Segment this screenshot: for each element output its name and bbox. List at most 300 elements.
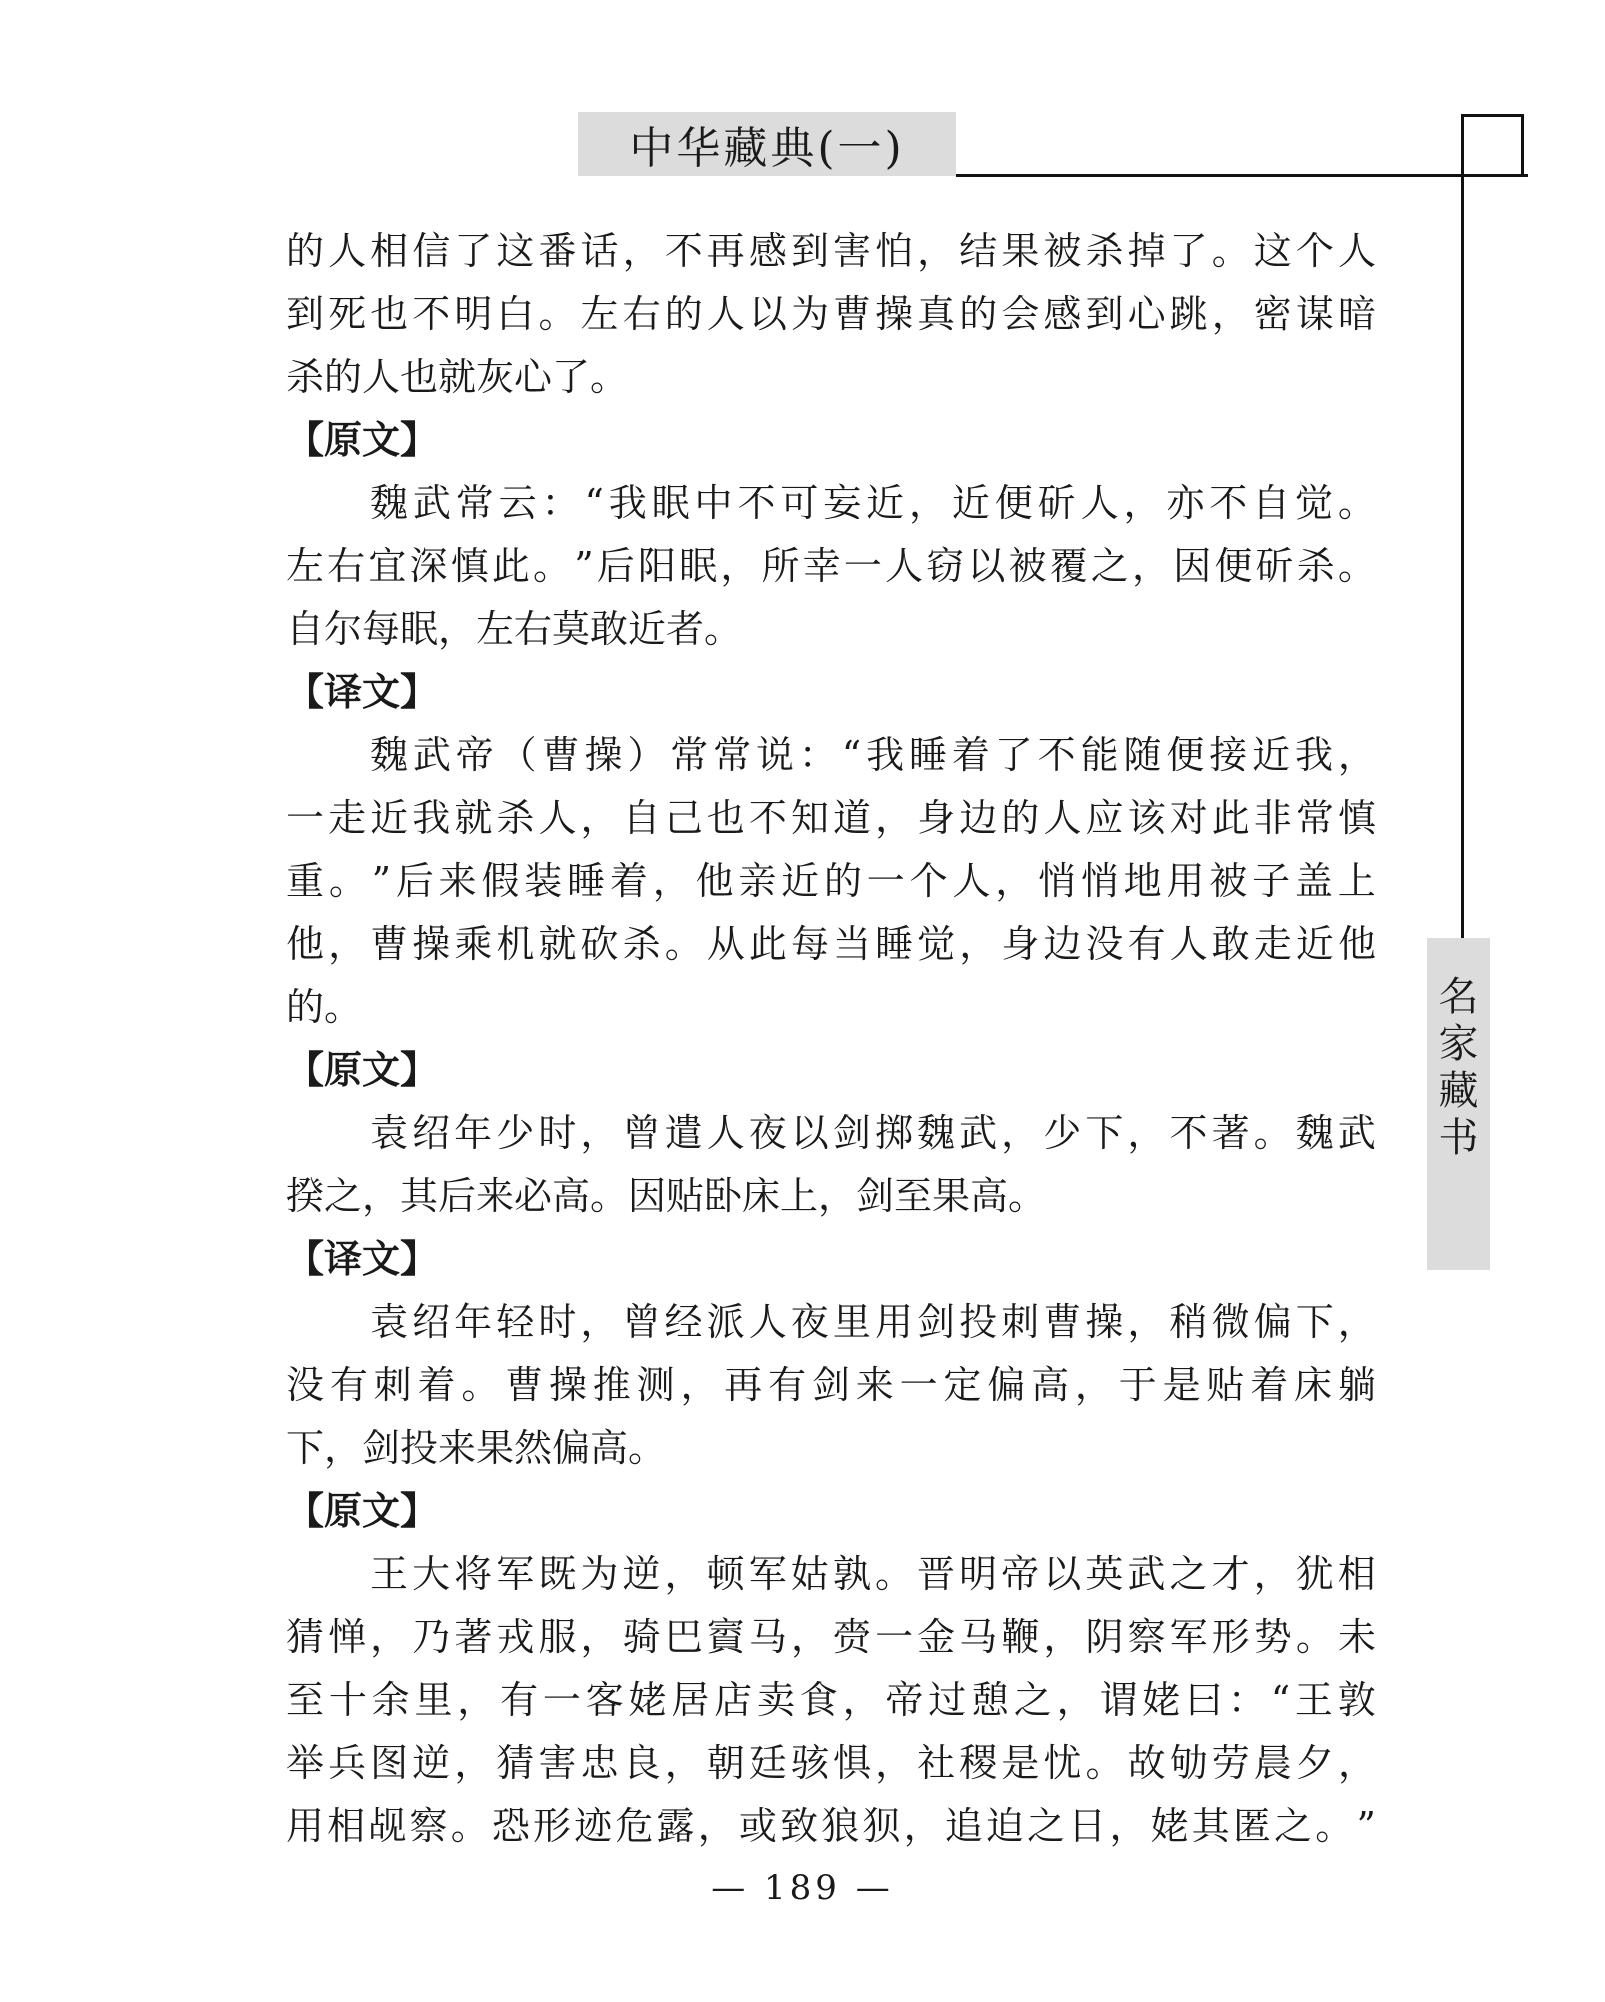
glyph: 日: [1068, 1804, 1107, 1848]
glyph: 睡: [909, 733, 948, 777]
glyph: 稷: [959, 1741, 998, 1785]
text-line: 的。: [286, 985, 363, 1029]
glyph: 白: [496, 292, 535, 336]
glyph: 边: [959, 796, 998, 840]
section-heading-original: 【原文】: [286, 1048, 439, 1092]
glyph: 武: [412, 733, 451, 777]
glyph: 之: [1169, 1552, 1208, 1596]
glyph: 兵: [328, 1741, 367, 1785]
glyph: ，: [1337, 1300, 1376, 1344]
glyph: 偏: [1253, 1300, 1292, 1344]
glyph: 马: [959, 1615, 998, 1659]
glyph: 察: [1127, 1615, 1166, 1659]
glyph: 掷: [874, 1111, 913, 1155]
glyph: 一: [286, 796, 325, 840]
glyph: 敦: [1337, 1678, 1376, 1722]
glyph: 可: [780, 481, 819, 525]
glyph: 慎: [450, 544, 489, 588]
glyph: 曾: [622, 1300, 661, 1344]
glyph: ，: [457, 1678, 496, 1722]
glyph: 这: [496, 229, 535, 273]
glyph: 近: [1252, 733, 1291, 777]
glyph: ，: [1127, 1300, 1166, 1344]
glyph: 右: [327, 544, 366, 588]
glyph: 派: [706, 1300, 745, 1344]
glyph: 晨: [1253, 1741, 1292, 1785]
glyph: ，: [909, 481, 948, 525]
text-line: [286, 850, 1376, 913]
glyph: 。: [1295, 1615, 1334, 1659]
glyph: 觉: [1295, 481, 1334, 525]
glyph: 亲: [738, 859, 777, 903]
glyph: 狈: [862, 1804, 901, 1848]
glyph: 斫: [1037, 481, 1076, 525]
glyph: 杀: [496, 796, 535, 840]
glyph: 致: [780, 1804, 819, 1848]
glyph: ，: [875, 1741, 914, 1785]
glyph: 随: [1123, 733, 1162, 777]
glyph: ，: [959, 922, 998, 966]
glyph: 非: [1253, 796, 1292, 840]
glyph: 贴: [1206, 1363, 1245, 1407]
glyph: 乘: [454, 922, 493, 966]
glyph: 重: [286, 859, 325, 903]
glyph: 眠: [651, 481, 690, 525]
text-line: [286, 1354, 1376, 1417]
glyph: 曹: [505, 1363, 544, 1407]
glyph: 英: [1085, 1552, 1124, 1596]
text-line: [286, 472, 1376, 535]
glyph: 就: [538, 922, 577, 966]
glyph: 曰: [1185, 1678, 1224, 1722]
glyph: 便: [1214, 544, 1253, 588]
glyph: 。: [1337, 544, 1376, 588]
glyph: 是: [1162, 1363, 1201, 1407]
glyph: 迹: [574, 1804, 613, 1848]
glyph: 的: [664, 292, 703, 336]
glyph: 不: [412, 292, 451, 336]
glyph: 遣: [664, 1111, 703, 1155]
glyph: ，: [664, 1741, 703, 1785]
glyph: 居: [671, 1678, 710, 1722]
glyph: 以: [748, 292, 787, 336]
glyph: 至: [286, 1678, 325, 1722]
glyph: 再: [706, 229, 745, 273]
glyph: 幸: [802, 544, 841, 588]
glyph: 劬: [1169, 1741, 1208, 1785]
glyph: ”: [371, 859, 392, 903]
glyph: 果: [1001, 229, 1040, 273]
glyph: 少: [496, 1111, 535, 1155]
glyph: 人: [706, 1111, 745, 1155]
glyph: 逆: [412, 1741, 451, 1785]
glyph: 能: [1080, 733, 1119, 777]
glyph: 常: [1295, 796, 1334, 840]
glyph: ，: [1211, 292, 1250, 336]
glyph: ，: [995, 859, 1034, 903]
glyph: 我: [866, 733, 905, 777]
glyph: 怕: [875, 229, 914, 273]
glyph: 为: [580, 1552, 619, 1596]
glyph: 边: [1043, 922, 1082, 966]
glyph: 。: [874, 1552, 913, 1596]
glyph: 操: [548, 1363, 587, 1407]
glyph: ”: [574, 544, 594, 588]
glyph: 著: [1211, 1111, 1250, 1155]
glyph: ，: [580, 1111, 619, 1155]
glyph: ”: [1356, 1804, 1376, 1848]
glyph: ，: [1127, 1111, 1166, 1155]
glyph: 用: [286, 1804, 325, 1848]
glyph: 危: [615, 1804, 654, 1848]
glyph: 也: [706, 796, 745, 840]
glyph: 之: [1090, 544, 1129, 588]
glyph: 他: [695, 859, 734, 903]
glyph: 劳: [1211, 1741, 1250, 1785]
glyph: 睡: [567, 859, 606, 903]
glyph: 以: [790, 1111, 829, 1155]
glyph: 犹: [1295, 1552, 1334, 1596]
glyph: 赍: [833, 1615, 872, 1659]
glyph: “: [584, 481, 604, 525]
glyph: ：: [798, 733, 837, 777]
glyph: 曹: [370, 922, 409, 966]
glyph: 知: [790, 796, 829, 840]
glyph: “: [841, 733, 862, 777]
glyph: 操: [875, 292, 914, 336]
glyph: 军: [1169, 1615, 1208, 1659]
glyph: 一: [542, 1678, 581, 1722]
text-line: [286, 1795, 1376, 1858]
glyph: 绍: [412, 1300, 451, 1344]
glyph: 相: [370, 229, 409, 273]
glyph: 装: [524, 859, 563, 903]
glyph: 砍: [580, 922, 619, 966]
glyph: 身: [917, 796, 956, 840]
glyph: 相: [1337, 1552, 1376, 1596]
glyph: 所: [761, 544, 800, 588]
glyph: 每: [790, 922, 829, 966]
glyph: 绍: [412, 1111, 451, 1155]
glyph: 追: [944, 1804, 983, 1848]
glyph: 鞭: [1001, 1615, 1040, 1659]
glyph: 慎: [1337, 796, 1376, 840]
glyph: 谋: [1295, 292, 1334, 336]
glyph: 于: [1118, 1363, 1157, 1407]
glyph: 常: [713, 733, 752, 777]
glyph: 袁: [370, 1111, 409, 1155]
glyph: 人: [885, 544, 924, 588]
glyph: 迫: [985, 1804, 1024, 1848]
glyph: 魏: [1295, 1111, 1334, 1155]
header-rule: [956, 174, 1528, 177]
glyph: 之: [1013, 1678, 1052, 1722]
glyph: 到: [790, 229, 829, 273]
glyph: ，: [875, 796, 914, 840]
page-body: [286, 220, 1376, 1858]
glyph: 敢: [1211, 922, 1250, 966]
section-heading-original: 【原文】: [286, 1489, 439, 1533]
glyph: 将: [454, 1552, 493, 1596]
glyph: 自: [1252, 481, 1291, 525]
glyph: 用: [1166, 859, 1205, 903]
glyph: 己: [664, 796, 703, 840]
glyph: 帝: [885, 1678, 924, 1722]
glyph: 他: [286, 922, 325, 966]
glyph: 惧: [833, 1741, 872, 1785]
glyph: 卖: [756, 1678, 795, 1722]
glyph: 廷: [748, 1741, 787, 1785]
glyph: ：: [541, 481, 580, 525]
glyph: 心: [1127, 292, 1166, 336]
glyph: 有: [500, 1678, 539, 1722]
glyph: ，: [652, 859, 691, 903]
glyph: 曹: [1043, 1300, 1082, 1344]
glyph: 跳: [1169, 292, 1208, 336]
glyph: 我: [608, 481, 647, 525]
text-line: [286, 1102, 1376, 1165]
glyph: ，: [580, 1615, 619, 1659]
glyph: 狼: [821, 1804, 860, 1848]
glyph: 云: [498, 481, 537, 525]
glyph: 相: [327, 1804, 366, 1848]
glyph: ：: [1227, 1678, 1266, 1722]
glyph: 操: [584, 733, 623, 777]
glyph: 了: [1169, 229, 1208, 273]
glyph: ，: [720, 544, 759, 588]
glyph: 便: [1166, 733, 1205, 777]
glyph: 一: [866, 859, 905, 903]
glyph: 未: [1337, 1615, 1376, 1659]
glyph: 床: [1294, 1363, 1333, 1407]
glyph: 的: [959, 292, 998, 336]
glyph: ，: [842, 1678, 881, 1722]
glyph: 有: [1127, 922, 1166, 966]
margin-vertical-rule: [1461, 114, 1464, 938]
glyph: 既: [538, 1552, 577, 1596]
glyph: ，: [580, 796, 619, 840]
text-line: [286, 724, 1376, 787]
glyph: 明: [959, 1552, 998, 1596]
glyph: 后: [395, 859, 434, 903]
glyph: 上: [1337, 859, 1376, 903]
glyph: 测: [636, 1363, 675, 1407]
glyph: 下: [1295, 1300, 1334, 1344]
glyph: ，: [622, 229, 661, 273]
glyph: 下: [1085, 1111, 1124, 1155]
glyph: 才: [1211, 1552, 1250, 1596]
glyph: 。: [450, 1804, 489, 1848]
glyph: 斫: [1255, 544, 1294, 588]
glyph: 少: [1043, 1111, 1082, 1155]
glyph: 觉: [917, 922, 956, 966]
glyph: 我: [412, 796, 451, 840]
glyph: 是: [1001, 1741, 1040, 1785]
glyph: 深: [409, 544, 448, 588]
glyph: 人: [1337, 229, 1376, 273]
text-line: [286, 1606, 1376, 1669]
glyph: 着: [1250, 1363, 1289, 1407]
text-line: 杀的人也就灰心了。: [286, 355, 629, 399]
text-line: [286, 1669, 1376, 1732]
glyph: 眠: [679, 544, 718, 588]
header-corner-box: [1461, 114, 1524, 177]
glyph: 到: [1085, 292, 1124, 336]
glyph: 一: [899, 1363, 938, 1407]
glyph: 姥: [1150, 1804, 1189, 1848]
glyph: 人: [328, 229, 367, 273]
glyph: ，: [790, 1615, 829, 1659]
glyph: 中: [694, 481, 733, 525]
glyph: 魏: [917, 1111, 956, 1155]
glyph: 曾: [622, 1111, 661, 1155]
glyph: ，: [664, 1552, 703, 1596]
glyph: 杀: [1296, 544, 1335, 588]
glyph: 睡: [875, 922, 914, 966]
glyph: 忧: [1043, 1741, 1082, 1785]
glyph: 操: [412, 922, 451, 966]
text-line: [286, 787, 1376, 850]
side-tab-char: 家: [1438, 1021, 1479, 1067]
glyph: 里: [832, 1300, 871, 1344]
glyph: 或: [738, 1804, 777, 1848]
glyph: 不: [1209, 481, 1248, 525]
glyph: 之: [1274, 1804, 1313, 1848]
glyph: 谓: [1099, 1678, 1138, 1722]
glyph: 店: [714, 1678, 753, 1722]
glyph: ，: [328, 922, 367, 966]
glyph: 人: [1043, 796, 1082, 840]
glyph: 姑: [790, 1552, 829, 1596]
glyph: 悄: [1080, 859, 1119, 903]
glyph: ，: [454, 1741, 493, 1785]
glyph: 曹: [541, 733, 580, 777]
glyph: 来: [855, 1363, 894, 1407]
glyph: ，: [680, 1363, 719, 1407]
glyph: 为: [790, 292, 829, 336]
glyph: 妄: [823, 481, 862, 525]
glyph: 个: [1295, 229, 1334, 273]
glyph: 有: [768, 1363, 807, 1407]
glyph: 惮: [328, 1615, 367, 1659]
glyph: 就: [454, 796, 493, 840]
glyph: 势: [1253, 1615, 1292, 1659]
glyph: 。: [538, 292, 577, 336]
glyph: 姥: [628, 1678, 667, 1722]
section-heading-translation: 【译文】: [286, 1237, 439, 1281]
glyph: 武: [1337, 1111, 1376, 1155]
glyph: 以: [967, 544, 1006, 588]
glyph: ，: [1123, 481, 1162, 525]
glyph: 没: [1085, 922, 1124, 966]
glyph: ，: [697, 1804, 736, 1848]
glyph: 过: [928, 1678, 967, 1722]
glyph: 害: [538, 1741, 577, 1785]
glyph: “: [1270, 1678, 1291, 1722]
glyph: 年: [454, 1111, 493, 1155]
glyph: 高: [1031, 1363, 1070, 1407]
glyph: 来: [438, 859, 477, 903]
side-tab-char: 名: [1438, 974, 1479, 1020]
glyph: 会: [1001, 292, 1040, 336]
glyph: 匿: [1232, 1804, 1271, 1848]
glyph: 假: [481, 859, 520, 903]
glyph: ，: [1337, 733, 1376, 777]
glyph: 刺: [373, 1363, 412, 1407]
glyph: 人: [1169, 922, 1208, 966]
glyph: 其: [1191, 1804, 1230, 1848]
glyph: 了: [454, 229, 493, 273]
glyph: 故: [1127, 1741, 1166, 1785]
glyph: 帝: [455, 733, 494, 777]
glyph: ，: [1001, 1111, 1040, 1155]
glyph: 躺: [1337, 1363, 1376, 1407]
glyph: 孰: [832, 1552, 871, 1596]
glyph: 个: [909, 859, 948, 903]
glyph: 结: [959, 229, 998, 273]
glyph: 掉: [1127, 229, 1166, 273]
glyph: 害: [833, 229, 872, 273]
glyph: ，: [1337, 1741, 1376, 1785]
glyph: 的: [1001, 796, 1040, 840]
text-line: 揆之，其后来必高。因贴卧床上，剑至果高。: [286, 1174, 1047, 1218]
glyph: 后: [596, 544, 635, 588]
glyph: 服: [538, 1615, 577, 1659]
glyph: 阳: [637, 544, 676, 588]
glyph: 忠: [580, 1741, 619, 1785]
glyph: ，: [1132, 544, 1171, 588]
glyph: ，: [370, 1615, 409, 1659]
glyph: 子: [1252, 859, 1291, 903]
text-line: [286, 1543, 1376, 1606]
glyph: 定: [943, 1363, 982, 1407]
glyph: 。: [533, 544, 572, 588]
glyph: 时: [538, 1111, 577, 1155]
glyph: 感: [1043, 292, 1082, 336]
glyph: 着: [951, 733, 990, 777]
glyph: 大: [412, 1552, 451, 1596]
glyph: 该: [1127, 796, 1166, 840]
glyph: 图: [370, 1741, 409, 1785]
glyph: 不: [1169, 1111, 1208, 1155]
glyph: 机: [496, 922, 535, 966]
glyph: ，: [1043, 1615, 1082, 1659]
glyph: 不: [1037, 733, 1076, 777]
glyph: 经: [664, 1300, 703, 1344]
glyph: 窃: [926, 544, 965, 588]
glyph: 社: [917, 1741, 956, 1785]
glyph: 近: [866, 481, 905, 525]
glyph: 明: [454, 292, 493, 336]
glyph: 一: [875, 1615, 914, 1659]
glyph: 被: [1043, 229, 1082, 273]
section-side-tab: [1427, 938, 1490, 1270]
book-title: 中华藏典(一): [578, 112, 956, 176]
glyph: 里: [414, 1678, 453, 1722]
glyph: 走: [328, 796, 367, 840]
glyph: 。: [461, 1363, 500, 1407]
glyph: 阴: [1085, 1615, 1124, 1659]
glyph: 稍: [1169, 1300, 1208, 1344]
glyph: 曹: [833, 292, 872, 336]
text-line: [286, 1291, 1376, 1354]
glyph: 有: [329, 1363, 368, 1407]
glyph: 马: [748, 1615, 787, 1659]
glyph: 戎: [496, 1615, 535, 1659]
glyph: 剑: [832, 1111, 871, 1155]
glyph: 魏: [370, 481, 409, 525]
section-heading-original: 【原文】: [286, 418, 439, 462]
